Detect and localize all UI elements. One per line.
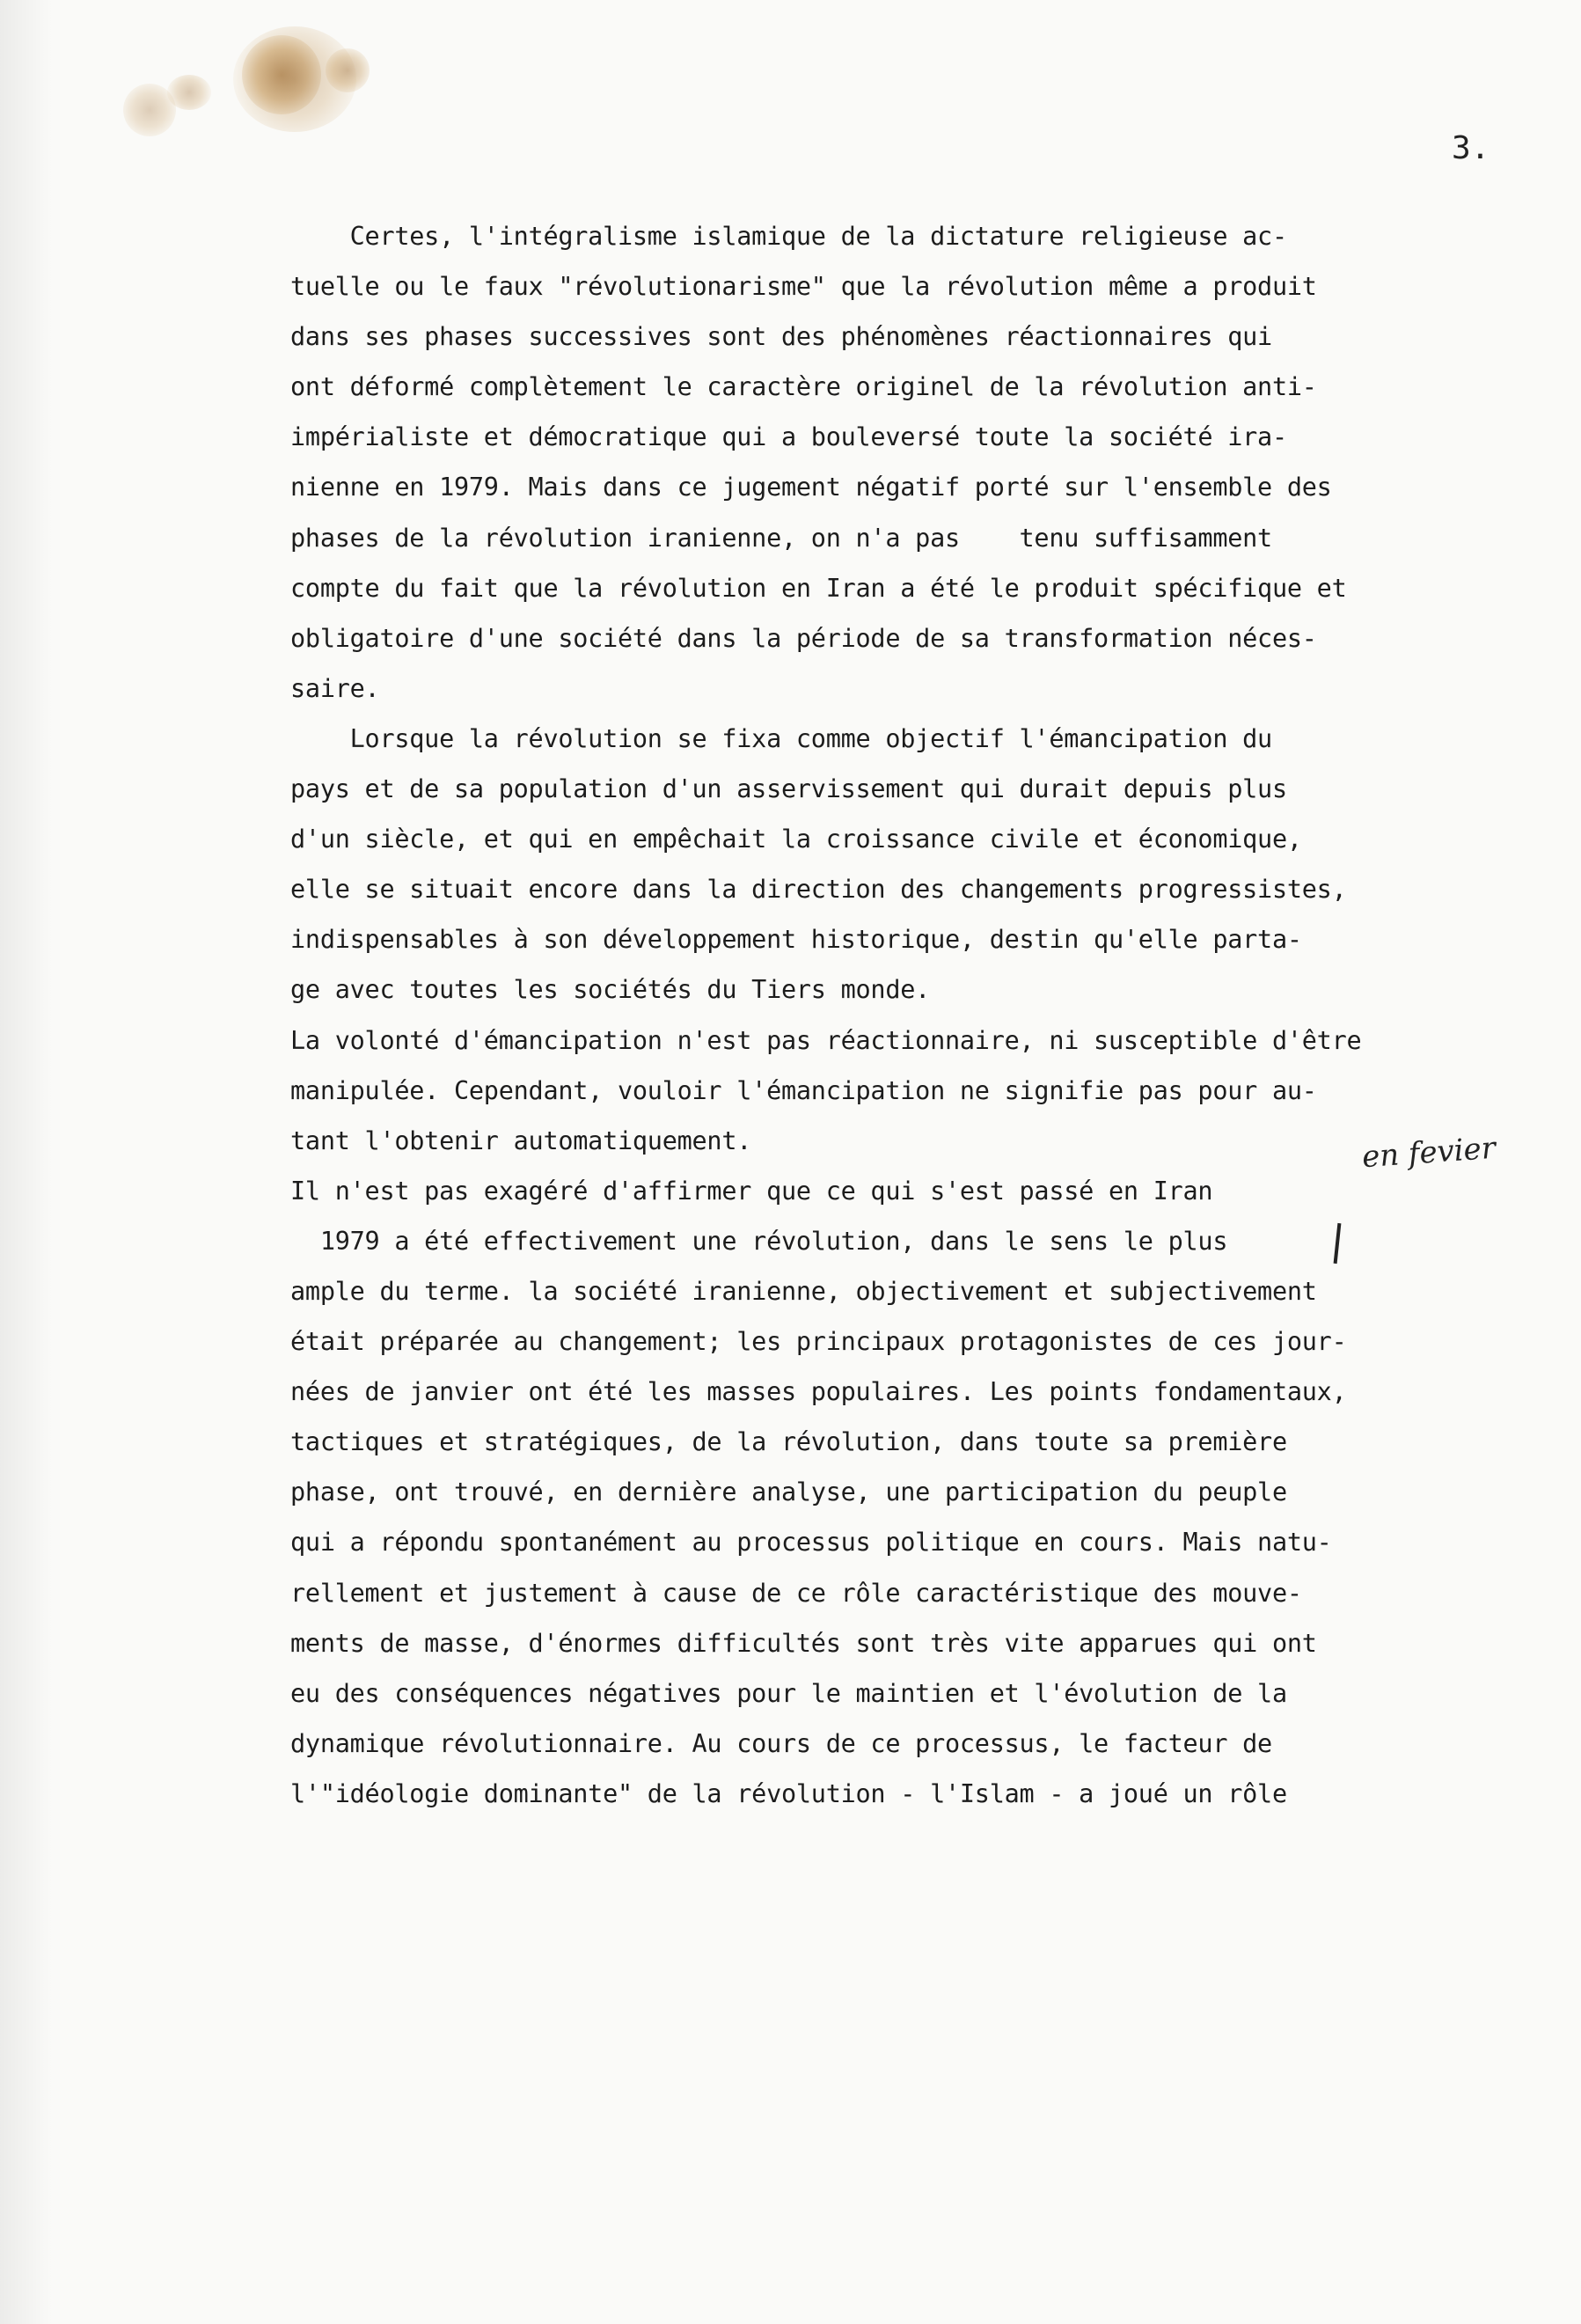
- text-line: tant l'obtenir automatiquement.: [290, 1125, 752, 1155]
- coffee-stain: [167, 75, 211, 110]
- coffee-stain: [326, 48, 370, 92]
- text-line: Lorsque la révolution se fixa comme objectif l'émancipation du: [290, 723, 1272, 753]
- text-line: nées de janvier ont été les masses populaires. Les points fondamentaux,: [290, 1377, 1347, 1407]
- text-line: l'"idéologie dominante" de la révolution - l'Islam - a joué un rôle: [290, 1778, 1287, 1808]
- text-line: pays et de sa population d'un asservissement qui durait depuis plus: [290, 774, 1287, 804]
- text-line: nienne en 1979. Mais dans ce jugement négatif porté sur l'ensemble des: [290, 473, 1332, 502]
- text-line: ments de masse, d'énormes difficultés sont très vite apparues qui ont: [290, 1628, 1317, 1658]
- text-line: impérialiste et démocratique qui a bouleversé toute la société ira-: [290, 422, 1287, 452]
- text-line: ge avec toutes les sociétés du Tiers monde.: [290, 975, 931, 1005]
- text-line: qui a répondu spontanément au processus politique en cours. Mais natu-: [290, 1528, 1332, 1558]
- text-line: obligatoire d'une société dans la période de sa transformation néces-: [290, 623, 1317, 653]
- text-line: était préparée au changement; les principaux protagonistes de ces jour-: [290, 1327, 1347, 1357]
- text-line: elle se situait encore dans la direction des changements progressistes,: [290, 875, 1347, 905]
- page-edge-shadow: [0, 0, 53, 2324]
- handwritten-annotation: en fevier: [1360, 1130, 1497, 1176]
- text-line: dynamique révolutionnaire. Au cours de ce processus, le facteur de: [290, 1728, 1272, 1758]
- document-body: [290, 211, 1540, 1819]
- text-line: indispensables à son développement historique, destin qu'elle parta-: [290, 925, 1302, 955]
- text-line: eu des conséquences négatives pour le maintien et l'évolution de la: [290, 1678, 1287, 1708]
- text-line: phases de la révolution iranienne, on n'a pas tenu suffisamment: [290, 523, 1272, 553]
- text-line: rellement et justement à cause de ce rôle caractéristique des mouve-: [290, 1578, 1302, 1608]
- text-line: phase, ont trouvé, en dernière analyse, une participation du peuple: [290, 1477, 1287, 1507]
- text-line: 1979 a été effectivement une révolution, dans le sens le plus: [290, 1226, 1228, 1256]
- text-line: Il n'est pas exagéré d'affirmer que ce qui s'est passé en Iran: [290, 1176, 1213, 1206]
- text-line: manipulée. Cependant, vouloir l'émancipation ne signifie pas pour au-: [290, 1075, 1317, 1105]
- page-number: 3.: [1452, 130, 1490, 166]
- text-line: compte du fait que la révolution en Iran a été le produit spécifique et: [290, 573, 1347, 603]
- text-line: ample du terme. la société iranienne, objectivement et subjectivement: [290, 1276, 1317, 1306]
- text-line: d'un siècle, et qui en empêchait la croissance civile et économique,: [290, 825, 1302, 854]
- text-line: Certes, l'intégralisme islamique de la dictature religieuse ac-: [290, 222, 1287, 251]
- text-line: saire.: [290, 673, 380, 703]
- text-line: dans ses phases successives sont des phénomènes réactionnaires qui: [290, 322, 1272, 352]
- text-line: tactiques et stratégiques, de la révolution, dans toute sa première: [290, 1427, 1287, 1457]
- text-line: La volonté d'émancipation n'est pas réactionnaire, ni susceptible d'être: [290, 1025, 1362, 1055]
- text-line: tuelle ou le faux "révolutionarisme" que la révolution même a produit: [290, 272, 1317, 302]
- text-line: ont déformé complètement le caractère originel de la révolution anti-: [290, 372, 1317, 402]
